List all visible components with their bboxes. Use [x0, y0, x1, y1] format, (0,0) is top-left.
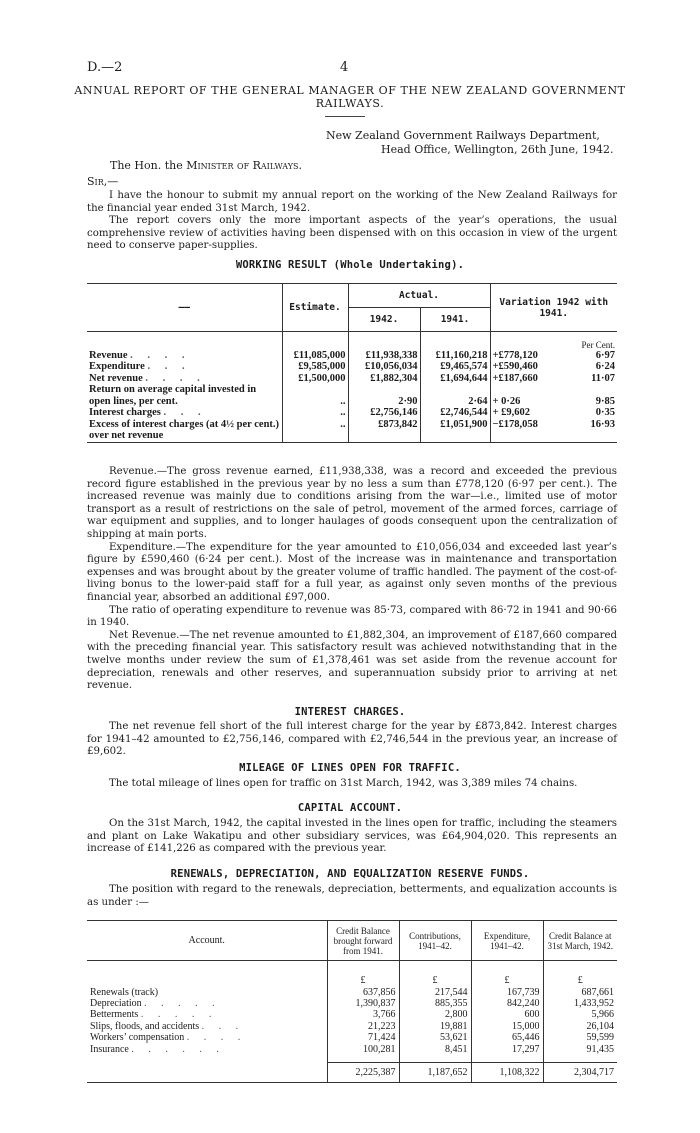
mileage-heading: MILEAGE OF LINES OPEN FOR TRAFFIC. [239, 762, 461, 774]
table-row [87, 384, 617, 407]
row-label: Net revenue [89, 372, 143, 384]
currency-symbol: £ [327, 961, 399, 987]
mileage-paragraph-block [87, 778, 617, 791]
recipient-name: Minister of Railways. [186, 159, 302, 172]
interest-paragraph: The net revenue fell short of the full interest charge for the year by £873,842. Interest charges for 1941–42 amounted to £2,756,146, compared with £2,746,544 in the previous year, an increase of £9,602. [87, 721, 617, 758]
cell-contributions: 217,544 [399, 987, 471, 998]
table-row: Betterments . . . . . 3,766 2,800 600 5,966 [87, 1009, 617, 1020]
report-title: ANNUAL REPORT OF THE GENERAL MANAGER OF THE NEW ZEALAND GOVERNMENT RAILWAYS. [74, 84, 626, 110]
cell-1942: £873,842 [348, 419, 420, 443]
interest-charges-heading: INTEREST CHARGES. [294, 706, 406, 718]
cell-1941: £1,694,644 [420, 373, 490, 385]
cell-1941: 2·64 [420, 384, 490, 407]
capital-paragraph: On the 31st March, 1942, the capital invested in the lines open for traffic, including the steamers and plant on Lake Wakatipu and other subsidiary services, was £64,904,020. This represents an increase of £141,226 as compared with the previous year. [87, 818, 617, 855]
cell-estimate: £11,085,000 [282, 350, 348, 362]
cell-contributions: 19,881 [399, 1021, 471, 1032]
cell-brought-forward: 637,856 [327, 987, 399, 998]
cell-percent: 9·85 [595, 395, 615, 407]
cell-1941: £1,051,900 [420, 419, 490, 443]
table-row: Workers’ compensation . . . . 71,424 53,621 65,446 59,599 [87, 1032, 617, 1043]
column-estimate: Estimate. [282, 284, 348, 332]
renewals-heading: RENEWALS, DEPRECIATION, AND EQUALIZATION RESERVE FUNDS. [170, 868, 530, 880]
table-row: Slips, floods, and accidents . . . 21,223 19,881 15,000 26,104 [87, 1021, 617, 1032]
row-label: Insurance [90, 1043, 129, 1055]
cell-brought-forward: 21,223 [327, 1021, 399, 1032]
cell-contributions: 2,800 [399, 1009, 471, 1020]
cell-1942: £11,938,338 [348, 350, 420, 362]
cell-percent: 6·24 [595, 361, 615, 372]
column-account: Account. [87, 921, 327, 961]
capital-paragraph-block [87, 818, 617, 856]
total-contributions: 1,187,652 [399, 1063, 471, 1083]
mileage-paragraph: The total mileage of lines open for traffic on 31st March, 1942, was 3,389 miles 74 chains. [109, 778, 578, 789]
parliamentary-paper-ref: D.—2 [87, 60, 123, 75]
column-dash: —— [87, 284, 282, 332]
column-brought-forward: Credit Balance brought forward from 1941. [327, 921, 399, 961]
cell-contributions: 885,355 [399, 998, 471, 1009]
currency-symbol: £ [577, 975, 583, 987]
cell-expenditure: 167,739 [471, 987, 543, 998]
table-row: Depreciation . . . . . 1,390,837 885,355 842,240 1,433,952 [87, 998, 617, 1009]
cell-estimate: .. [282, 407, 348, 419]
working-result-heading: WORKING RESULT (Whole Undertaking). [235, 259, 465, 271]
cell-1941: £9,465,574 [420, 361, 490, 373]
row-label: Return on average capital invested in open lines, per cent. [87, 384, 282, 407]
cell-expenditure: 600 [471, 1009, 543, 1020]
row-label: Revenue [89, 349, 128, 361]
column-credit-balance: Credit Balance at 31st March, 1942. [543, 921, 617, 961]
table-row [87, 419, 617, 443]
cell-credit-balance: 1,433,952 [574, 997, 614, 1009]
cell-1942: £10,056,034 [348, 361, 420, 373]
recipient-prefix: The Hon. the [110, 159, 183, 172]
per-cent-label: Per Cent. [581, 339, 615, 350]
row-label: Excess of interest charges (at 4½ per cent.) over net revenue [87, 419, 282, 443]
renewals-paragraph-block [87, 884, 617, 909]
cell-contributions: 53,621 [399, 1032, 471, 1043]
cell-variation: +£590,460 [492, 361, 538, 372]
reserve-funds-table [87, 920, 617, 1083]
revenue-paragraph: Revenue.—The gross revenue earned, £11,938,338, was a record and exceeded the previous record figure established in the previous year by no less a sum than £778,120 (6·97 per cent.). The increased revenue was mainly due to conditions arising from the war—i.e., limited use of motor transport as a result of restrictions on the sale of petrol, movement of the armed forces, carriage of war equipment and supplies, and to longer haulages of goods consequent upon the centralization of shipping at main ports. [87, 466, 617, 540]
intro-paragraph-2: The report covers only the more important aspects of the year’s operations, the usual comprehensive review of activities having been dispensed with on this occasion in view of the urgent need to conserve paper-supplies. [87, 215, 617, 252]
row-label: Workers’ compensation [90, 1032, 185, 1044]
table-row: Insurance . . . . . . 100,281 8,451 17,297 91,435 [87, 1044, 617, 1055]
cell-credit-balance: 91,435 [586, 1043, 614, 1055]
currency-symbol: £ [399, 961, 471, 987]
cell-estimate: £9,585,000 [282, 361, 348, 373]
cell-1942: £1,882,304 [348, 373, 420, 385]
row-label: Depreciation [90, 997, 142, 1009]
cell-percent: 11·07 [591, 372, 615, 384]
cell-estimate: £1,500,000 [282, 373, 348, 385]
cell-credit-balance: 26,104 [586, 1020, 614, 1032]
column-contributions: Contributions, 1941–42. [399, 921, 471, 961]
salutation: Sir,— [87, 175, 119, 188]
ratio-paragraph: The ratio of operating expenditure to revenue was 85·73, compared with 86·72 in 1941 and 90·66 in 1940. [87, 604, 617, 629]
cell-brought-forward: 71,424 [327, 1032, 399, 1043]
column-actual: Actual. [348, 284, 490, 308]
cell-brought-forward: 3,766 [327, 1009, 399, 1020]
capital-account-heading: CAPITAL ACCOUNT. [297, 802, 403, 814]
cell-variation: +£778,120 [492, 349, 538, 361]
table-row: Interest charges . . . .. £2,756,146 £2,746,544 + £9,602 0·35 [89, 407, 615, 418]
row-label: Expenditure [89, 361, 145, 372]
table-row: Revenue . . . . £11,085,000 £11,938,338 £11,160,218 +£778,120 6·97 [89, 349, 615, 361]
recipient [110, 159, 302, 172]
working-result-table [87, 283, 617, 443]
cell-credit-balance: 59,599 [586, 1032, 614, 1044]
cell-expenditure: 842,240 [471, 998, 543, 1009]
intro-paragraph-1: I have the honour to submit my annual report on the working of the New Zealand Railways for the financial year ended 31st March, 1942. [87, 190, 617, 214]
interest-paragraph-block [87, 721, 617, 759]
cell-estimate: .. [282, 419, 348, 443]
cell-1942: 2·90 [348, 384, 420, 407]
cell-expenditure: 65,446 [471, 1032, 543, 1043]
cell-variation: + 0·26 [492, 395, 521, 407]
cell-1941: £2,746,544 [420, 407, 490, 419]
cell-brought-forward: 1,390,837 [327, 998, 399, 1009]
table-row: Net revenue . . . . £1,500,000 £1,882,304 £1,694,644 +£187,660 11·07 [89, 372, 615, 384]
column-variation: Variation 1942 with 1941. [490, 284, 617, 332]
totals-row [87, 1063, 617, 1083]
cell-1941: £11,160,218 [420, 350, 490, 362]
cell-variation: +£187,660 [492, 372, 538, 384]
row-label: Renewals (track) [87, 987, 327, 998]
cell-percent: 6·97 [595, 349, 615, 361]
total-expenditure: 1,108,322 [471, 1063, 543, 1083]
total-credit-balance: 2,304,717 [543, 1063, 617, 1083]
row-label: Betterments [90, 1009, 139, 1021]
cell-expenditure: 15,000 [471, 1021, 543, 1032]
results-commentary [87, 466, 617, 693]
column-1942: 1942. [348, 308, 420, 332]
table-row [87, 987, 617, 998]
row-label: Interest charges [89, 407, 161, 418]
cell-contributions: 8,451 [399, 1044, 471, 1055]
net-revenue-paragraph: Net Revenue.—The net revenue amounted to £1,882,304, an improvement of £187,660 compared with the preceding financial year. This satisfactory result was achieved notwithstanding that in the twelve months under review the sum of £1,378,461 was set aside from the revenue account for depreciation, renewals and other reserves, and superannuation subsidy prior to arriving at net revenue. [87, 629, 617, 692]
cell-credit-balance: 5,966 [591, 1009, 614, 1021]
title-rule [325, 116, 365, 117]
cell-expenditure: 17,297 [471, 1044, 543, 1055]
cell-variation: + £9,602 [492, 407, 530, 418]
cell-variation: −£178,058 [490, 419, 568, 443]
renewals-paragraph: The position with regard to the renewals, depreciation, betterments, and equalization accounts is as under :— [87, 884, 617, 908]
cell-credit-balance: 687,661 [581, 986, 614, 998]
column-1941: 1941. [420, 308, 490, 332]
address-line-2: Head Office, Wellington, 26th June, 1942. [381, 143, 614, 156]
row-label: Slips, floods, and accidents [90, 1020, 200, 1032]
cell-brought-forward: 100,281 [327, 1044, 399, 1055]
cell-estimate: .. [282, 384, 348, 407]
total-brought-forward: 2,225,387 [327, 1063, 399, 1083]
table-row: Expenditure . . . £9,585,000 £10,056,034 £9,465,574 +£590,460 6·24 [89, 361, 615, 372]
intro-paragraphs [87, 190, 617, 253]
expenditure-paragraph: Expenditure.—The expenditure for the year amounted to £10,056,034 and exceeded last year’s figure by £590,460 (6·24 per cent.). Most of the increase was in maintenance and transportation expenses and was brought about by the greater volume of traffic handled. The payment of the cost-of-living bonus to the lower-paid staff for a full year, as against only seven months of the previous financial year, absorbed an additional £97,000. [87, 541, 617, 603]
address-line-1: New Zealand Government Railways Department, [326, 129, 600, 142]
cell-1942: £2,756,146 [348, 407, 420, 419]
cell-percent: 0·35 [595, 407, 615, 418]
currency-symbol: £ [471, 961, 543, 987]
column-expenditure: Expenditure, 1941–42. [471, 921, 543, 961]
cell-percent: 16·93 [568, 419, 617, 443]
page-number: 4 [340, 60, 349, 75]
